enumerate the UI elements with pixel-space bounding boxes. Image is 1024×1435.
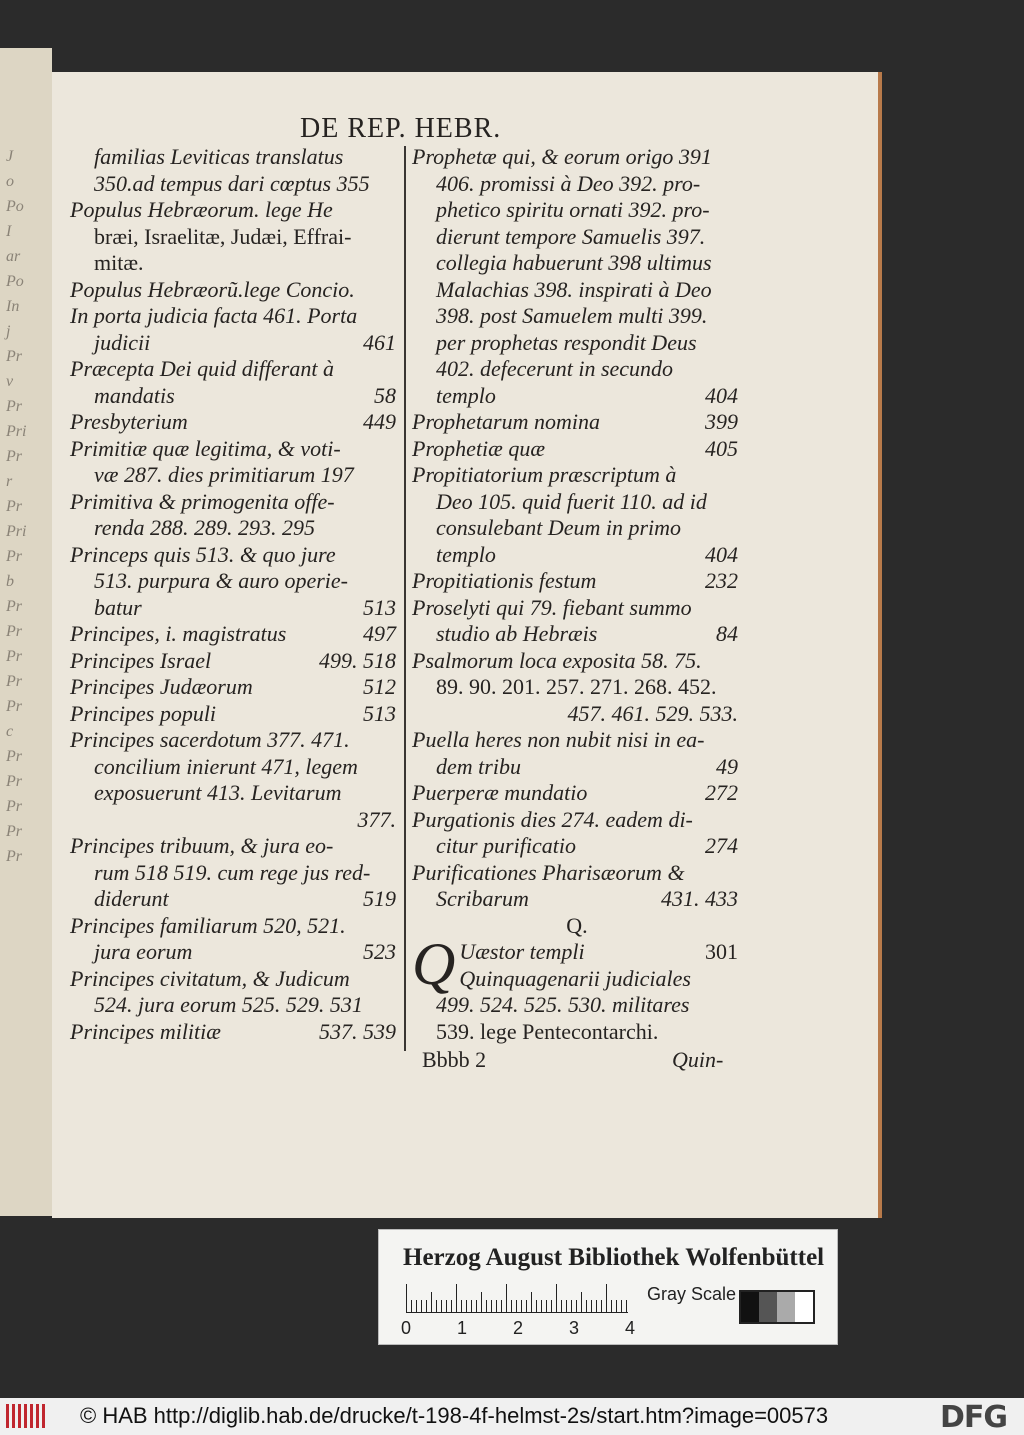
ruler-tick (501, 1300, 502, 1312)
index-entry-text: Primitiva & primogenita offe- (70, 488, 335, 514)
index-line (70, 860, 400, 887)
adjacent-page-fragment: Pri (6, 523, 27, 540)
index-page-number: 449 (363, 409, 396, 434)
ruler-tick (496, 1300, 497, 1312)
ruler-tick (421, 1300, 422, 1312)
ruler-tick (581, 1292, 582, 1312)
index-line (70, 250, 400, 277)
index-line (412, 171, 742, 198)
index-page-number: 58 (374, 382, 396, 408)
index-line (412, 674, 742, 701)
index-entry-text: diderunt (94, 886, 169, 911)
index-entry-text: Principes Israel (70, 647, 212, 673)
adjacent-page-fragment: In (6, 298, 20, 315)
adjacent-page-fragment: Pr (6, 673, 22, 690)
ruler-tick (621, 1300, 622, 1312)
adjacent-page-fragment: Pr (6, 598, 22, 615)
ruler-tick (481, 1292, 482, 1312)
index-entry-text: renda 288. 289. 293. 295 (94, 515, 316, 540)
running-head: DE REP. HEBR. (300, 113, 502, 144)
index-entry-text: Quinquagenarii judiciales (459, 965, 691, 991)
index-line (70, 303, 400, 330)
index-line (70, 966, 400, 993)
barcode-bar (18, 1404, 21, 1428)
dfg-logo: DFG (940, 1400, 1008, 1435)
index-line (412, 515, 742, 542)
adjacent-page-fragment: Pr (6, 848, 22, 865)
index-entry-text: 350.ad tempus dari cœptus 355 (94, 170, 370, 196)
index-line (412, 754, 742, 781)
ruler-tick (536, 1300, 537, 1312)
index-entry-text: Prophetæ qui, & eorum origo 391 (412, 144, 712, 169)
index-entry-text: Principes Judæorum (70, 674, 253, 699)
index-page-number: 232 (705, 568, 738, 593)
index-entry-text: bræi, Israelitæ, Judæi, Effrai- (94, 223, 352, 249)
index-page-number: 301 (705, 939, 738, 964)
index-line (412, 568, 742, 595)
index-line (412, 383, 742, 410)
index-page-number: 457. 461. 529. 533. (567, 700, 738, 726)
barcode-bar (42, 1404, 45, 1428)
ruler-tick (616, 1300, 617, 1312)
index-page-number: 49 (716, 753, 738, 779)
index-line (70, 515, 400, 542)
ruler-tick (411, 1300, 412, 1312)
index-page-number: 537. 539 (319, 1018, 396, 1044)
ruler-tick (456, 1284, 457, 1312)
index-entry-text: 89. 90. 201. 257. 271. 268. 452. (436, 674, 717, 699)
index-entry-text: Purificationes Pharisæorum & (412, 859, 685, 885)
ruler-tick (576, 1300, 577, 1312)
page-edge (878, 72, 882, 1218)
index-line (70, 144, 400, 171)
ruler-tick (476, 1300, 477, 1312)
signature-mark: Bbbb 2 (422, 1047, 487, 1072)
ruler-tick (406, 1284, 407, 1312)
index-line (70, 277, 400, 304)
adjacent-page-fragment: j (6, 323, 11, 340)
index-line (412, 330, 742, 357)
index-line (70, 462, 400, 489)
ruler-tick (506, 1284, 507, 1312)
adjacent-page-fragment: Pr (6, 798, 22, 815)
index-line (70, 913, 400, 940)
index-entry-text: collegia habuerunt 398 ultimus (436, 250, 712, 275)
index-entry-text: mitæ. (94, 250, 144, 275)
index-page-number: 404 (705, 382, 738, 408)
right-index-column (412, 144, 742, 1045)
index-line (70, 436, 400, 463)
adjacent-page-fragment: b (6, 573, 14, 590)
footer-bar (0, 1398, 1024, 1435)
index-line (412, 542, 742, 569)
index-page-number: 513 (363, 594, 396, 620)
index-entry-text: Proselyti qui 79. fiebant summo (412, 594, 692, 620)
index-page-number: 461 (363, 329, 396, 355)
gray-swatch-step (759, 1292, 777, 1322)
ruler-tick (626, 1300, 627, 1312)
index-line (412, 833, 742, 860)
ruler-tick (446, 1300, 447, 1312)
ruler-tick (471, 1300, 472, 1312)
ruler-tick (596, 1300, 597, 1312)
index-entry-text: Præcepta Dei quid differant à (70, 356, 334, 381)
ruler-tick (556, 1284, 557, 1312)
index-page-number: 84 (716, 621, 738, 646)
ruler-tick (426, 1300, 427, 1312)
index-entry-text: Principes familiarum 520, 521. (70, 912, 346, 938)
gray-swatch-step (777, 1292, 795, 1322)
index-entry-text: væ 287. dies primitiarum 197 (94, 462, 354, 487)
ruler (406, 1282, 628, 1313)
index-page-number: 431. 433 (661, 886, 738, 911)
ruler-tick (436, 1300, 437, 1312)
index-line (412, 807, 742, 834)
index-line (412, 621, 742, 648)
index-entry-text: Principes sacerdotum 377. 471. (70, 727, 350, 752)
index-entry-text: mandatis (94, 382, 175, 408)
index-line (70, 330, 400, 357)
index-entry-text: studio ab Hebræis (436, 621, 598, 646)
index-entry-text: Principes civitatum, & Judicum (70, 965, 350, 991)
index-line (412, 489, 742, 516)
index-line (412, 303, 742, 330)
index-entry-text: Populus Hebræorum. lege He (70, 197, 333, 222)
index-entry-text: Propitiatorium præscriptum à (412, 462, 677, 487)
index-line (412, 860, 742, 887)
index-entry-text: concilium inierunt 471, legem (94, 753, 358, 779)
index-entry-text: Deo 105. quid fuerit 110. ad id (436, 488, 707, 514)
index-line (70, 939, 400, 966)
index-entry-text: Principes tribuum, & jura eo- (70, 833, 334, 858)
ruler-tick (591, 1300, 592, 1312)
index-line (412, 701, 742, 728)
ruler-number: 0 (401, 1318, 412, 1338)
ruler-tick (606, 1284, 607, 1312)
index-entry-text: Puella heres non nubit nisi in ea- (412, 727, 705, 752)
ruler-number: 2 (513, 1318, 524, 1338)
ruler-tick (561, 1300, 562, 1312)
index-line (412, 595, 742, 622)
adjacent-page-fragment: Pr (6, 398, 22, 415)
barcode-bar (36, 1404, 39, 1428)
adjacent-page-fragment: Po (6, 198, 24, 215)
index-line (412, 886, 742, 913)
index-entry-text: Princeps quis 513. & quo jure (70, 541, 336, 567)
index-line (412, 224, 742, 251)
index-entry-text: consulebant Deum in primo (436, 515, 682, 540)
index-entry-text: batur (94, 594, 142, 620)
index-entry-text: judicii (94, 329, 151, 355)
index-page-number: 512 (363, 674, 396, 699)
index-line (412, 727, 742, 754)
adjacent-page-fragment: v (6, 373, 14, 390)
ruler-tick (521, 1300, 522, 1312)
index-line (70, 224, 400, 251)
adjacent-page-fragment: Po (6, 273, 24, 290)
ruler-tick (571, 1300, 572, 1312)
index-entry-text: jura eorum (94, 939, 193, 964)
index-entry-text: Propitiationis festum (412, 568, 597, 593)
index-entry-text: dierunt tempore Samuelis 397. (436, 223, 706, 249)
index-line (70, 648, 400, 675)
barcode-bar (24, 1404, 27, 1428)
index-line (412, 144, 742, 171)
ruler-tick (416, 1300, 417, 1312)
index-line (412, 1019, 742, 1046)
ruler-tick (541, 1300, 542, 1312)
index-line (412, 197, 742, 224)
barcode-bar (6, 1404, 9, 1428)
index-page-number: 405 (705, 435, 738, 461)
index-entry-text: Psalmorum loca exposita 58. 75. (412, 647, 702, 673)
ruler-tick (546, 1300, 547, 1312)
ruler-number: 4 (625, 1318, 636, 1338)
adjacent-page-edge (0, 48, 52, 1216)
adjacent-page-fragment: r (6, 473, 13, 490)
index-entry-text: per prophetas respondit Deus (436, 329, 697, 355)
gray-swatch-step (795, 1292, 813, 1322)
adjacent-page-fragment: ar (6, 248, 21, 265)
adjacent-page-fragment: Pr (6, 773, 22, 790)
ruler-tick (451, 1300, 452, 1312)
index-line (412, 356, 742, 383)
initial-letter: Q (412, 931, 456, 997)
adjacent-page-fragment: c (6, 723, 14, 740)
index-entry-text: Presbyterium (70, 409, 188, 434)
adjacent-page-fragment: Pr (6, 548, 22, 565)
ruler-tick (586, 1300, 587, 1312)
index-entry-text: 513. purpura & auro operie- (94, 568, 349, 593)
index-line (70, 754, 400, 781)
ruler-tick (431, 1292, 432, 1312)
index-entry-text: Primitiæ quæ legitima, & voti- (70, 435, 341, 461)
index-entry-text: rum 518 519. cum rege jus red- (94, 859, 371, 885)
index-entry-text: 406. promissi à Deo 392. pro- (436, 170, 701, 196)
ruler-tick (601, 1300, 602, 1312)
ruler-tick (611, 1300, 612, 1312)
index-entry-text: phetico spiritu ornati 392. pro- (436, 197, 710, 222)
index-line (70, 171, 400, 198)
ruler-tick (516, 1300, 517, 1312)
index-page-number: 399 (705, 409, 738, 434)
left-index-column (70, 144, 400, 1045)
index-entry-text: Principes militiæ (70, 1018, 221, 1044)
index-line (70, 542, 400, 569)
adjacent-page-fragment: Pr (6, 748, 22, 765)
index-entry-text: Uæstor templi (459, 939, 585, 964)
barcode-icon (6, 1404, 46, 1428)
index-entry-text: 539. lege Pentecontarchi. (436, 1018, 659, 1044)
index-entry-text: dem tribu (436, 753, 521, 779)
index-line (70, 886, 400, 913)
adjacent-page-fragment: Pr (6, 348, 22, 365)
gray-swatch (739, 1290, 815, 1324)
index-line (70, 833, 400, 860)
index-entry-text: Principes populi (70, 700, 217, 726)
index-line (412, 250, 742, 277)
index-line (70, 568, 400, 595)
ruler-number: 3 (569, 1318, 580, 1338)
adjacent-page-fragment: Pri (6, 423, 27, 440)
index-entry-text: familias Leviticas translatus (94, 144, 344, 169)
index-line (70, 807, 400, 834)
index-line (412, 992, 742, 1019)
adjacent-page-fragment: J (6, 148, 14, 165)
index-page-number: 523 (363, 939, 396, 964)
adjacent-page-fragment: Pr (6, 448, 22, 465)
adjacent-page-fragment: I (6, 223, 12, 240)
ruler-tick (566, 1300, 567, 1312)
index-entry-text: Puerperæ mundatio (412, 780, 588, 805)
index-entry-text: Scribarum (436, 886, 529, 911)
ruler-tick (461, 1300, 462, 1312)
index-line (70, 674, 400, 701)
index-entry-text: Prophetarum nomina (412, 409, 601, 434)
adjacent-page-fragment: Pr (6, 823, 22, 840)
gray-scale-label: Gray Scale (647, 1284, 737, 1304)
adjacent-page-fragment: Pr (6, 498, 22, 515)
adjacent-page-fragment: Pr (6, 623, 22, 640)
index-line (412, 462, 742, 489)
index-line (70, 992, 400, 1019)
column-rule (404, 146, 406, 1051)
source-url[interactable]: © HAB http://diglib.hab.de/drucke/t-198-4f-helmst-2s/start.htm?image=00573 (80, 1403, 829, 1428)
index-line (459, 939, 742, 966)
index-entry-text: Malachias 398. inspirati à Deo (436, 276, 712, 302)
index-page-number: 377. (357, 806, 396, 832)
index-entry-text: templo (436, 382, 496, 408)
index-entry-text: citur purificatio (436, 833, 576, 858)
gray-swatch-step (741, 1292, 759, 1322)
index-line (70, 780, 400, 807)
ruler-tick (526, 1300, 527, 1312)
letter-heading: Q. (566, 912, 588, 938)
index-line (70, 595, 400, 622)
ruler-tick (551, 1300, 552, 1312)
index-line (70, 383, 400, 410)
ruler-tick (511, 1300, 512, 1312)
index-entry-text: Populus Hebræorũ.lege Concio. (70, 276, 355, 302)
ruler-number: 1 (457, 1318, 468, 1338)
index-page-number: 497 (363, 621, 396, 646)
index-line (412, 780, 742, 807)
index-entry-text: In porta judicia facta 461. Porta (70, 303, 358, 328)
adjacent-page-fragment: o (6, 173, 14, 190)
index-line (412, 409, 742, 436)
index-line (70, 356, 400, 383)
index-entry-text: 402. defecerunt in secundo (436, 356, 674, 381)
index-line (70, 727, 400, 754)
index-entry-text: Principes, i. magistratus (70, 621, 287, 646)
index-page-number: 272 (705, 780, 738, 805)
adjacent-page-fragment: Pr (6, 648, 22, 665)
index-line (412, 436, 742, 463)
ruler-tick (466, 1300, 467, 1312)
ruler-tick (441, 1300, 442, 1312)
index-line (70, 489, 400, 516)
adjacent-page-fragment: Pr (6, 698, 22, 715)
catchword: Quin- (672, 1047, 724, 1072)
ruler-tick (531, 1292, 532, 1312)
index-line (70, 621, 400, 648)
index-page-number: 499. 518 (319, 647, 396, 673)
ruler-tick (491, 1300, 492, 1312)
index-entry-text: Prophetiæ quæ (412, 435, 546, 461)
index-entry-text: Purgationis dies 274. eadem di- (412, 806, 693, 832)
index-line (412, 277, 742, 304)
library-name: Herzog August Bibliothek Wolfenbüttel (403, 1244, 825, 1271)
index-page-number: 513 (363, 700, 396, 726)
index-entry-text: templo (436, 541, 496, 567)
index-line (412, 648, 742, 675)
barcode-bar (12, 1404, 15, 1428)
index-entry-text: exposuerunt 413. Levitarum (94, 780, 342, 805)
index-entry-text: 524. jura eorum 525. 529. 531 (94, 992, 363, 1017)
index-page-number: 274 (705, 833, 738, 858)
q-section (412, 931, 742, 1045)
ruler-tick (486, 1300, 487, 1312)
barcode-bar (30, 1404, 33, 1428)
color-scale-card (378, 1229, 838, 1345)
index-page-number: 519 (363, 886, 396, 911)
index-page-number: 404 (705, 541, 738, 567)
index-line (70, 701, 400, 728)
index-entry-text: 398. post Samuelem multi 399. (436, 303, 708, 328)
index-line (70, 409, 400, 436)
index-line (459, 966, 742, 993)
index-line (70, 1019, 400, 1046)
index-line (70, 197, 400, 224)
index-entry-text: 499. 524. 525. 530. militares (436, 992, 690, 1017)
